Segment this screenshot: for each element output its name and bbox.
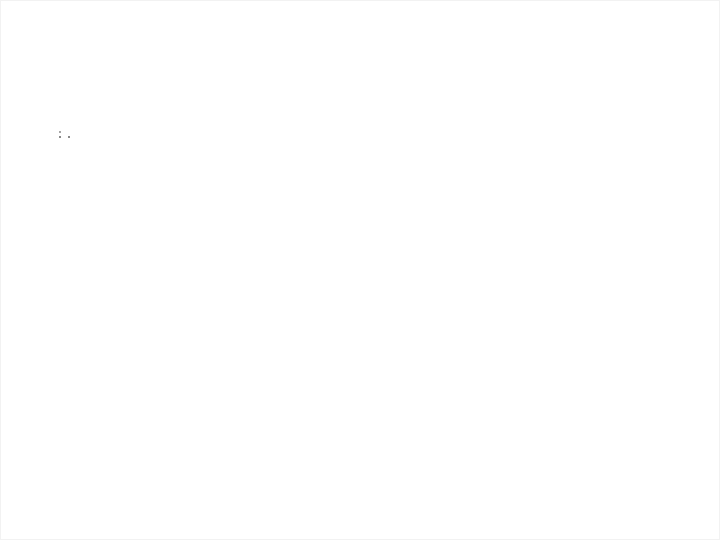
- bullet-icon: [59, 131, 61, 133]
- document-body: [59, 129, 713, 134]
- bullet-icon: [59, 136, 61, 138]
- bullet-icon: [68, 136, 70, 138]
